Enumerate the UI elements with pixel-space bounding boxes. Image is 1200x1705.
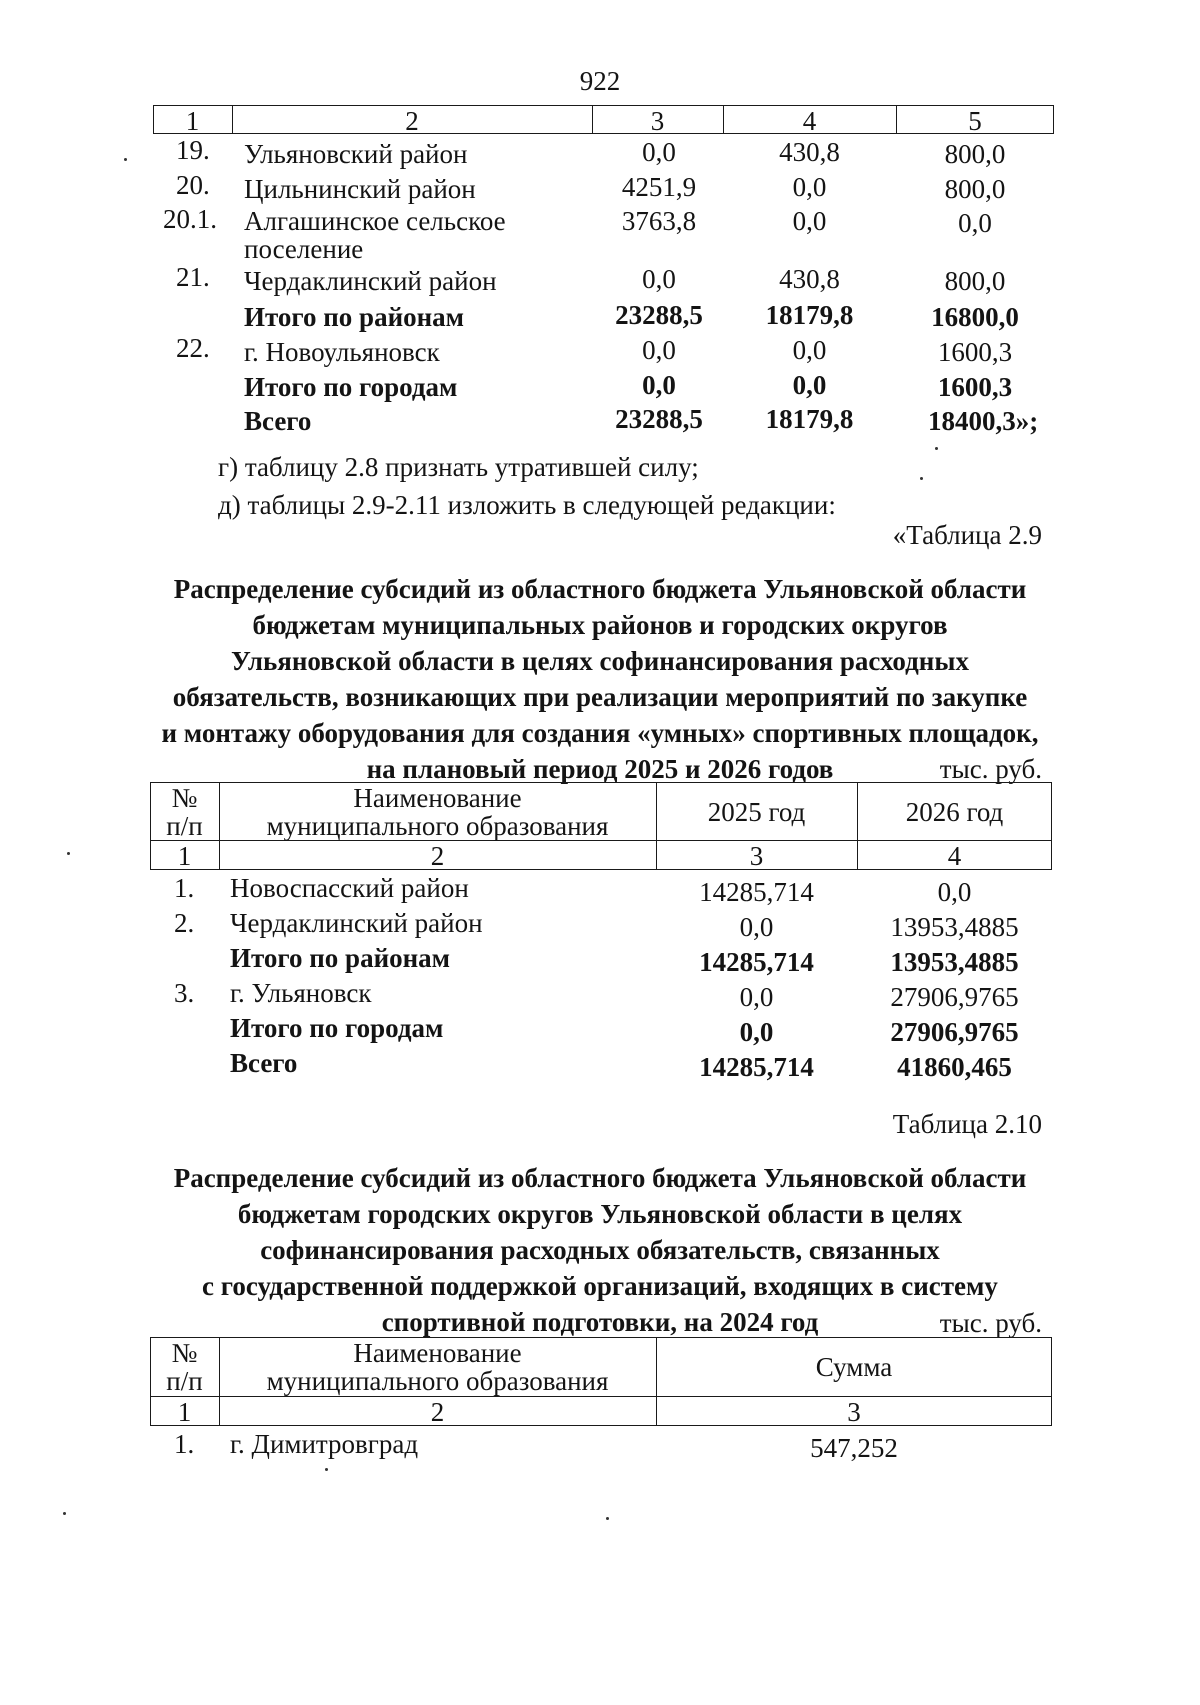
cell-value: 1600,3: [937, 337, 1013, 367]
cell-value: 430,8: [779, 137, 840, 167]
cell-value: 0,0: [937, 877, 972, 907]
row-number: 1.: [174, 873, 195, 903]
cell-value: 18179,8: [765, 404, 854, 434]
row-name: Алгашинское сельское: [244, 206, 506, 236]
page-number: 922: [579, 66, 621, 96]
header-num: п/п: [166, 811, 203, 841]
cell-value: 27906,9765: [890, 1017, 1019, 1047]
paragraph-g: г) таблицу 2.8 признать утратившей силу;: [218, 452, 699, 482]
cell-value: 0,0: [792, 335, 827, 365]
cell-value: 0,0: [739, 982, 774, 1012]
table-2-9-label: «Таблица 2.9: [892, 520, 1042, 550]
header-sum: Сумма: [815, 1352, 893, 1382]
cell-value: 41860,465: [897, 1052, 1012, 1082]
column-index: 5: [968, 106, 982, 136]
cell-value: 23288,5: [615, 300, 703, 330]
cell-value: 800,0: [944, 266, 1006, 296]
column-index: 4: [802, 106, 817, 136]
units-label: тыс. руб.: [939, 754, 1042, 784]
cell-value: 3763,8: [621, 206, 697, 236]
header-name: муниципального образования: [266, 811, 609, 841]
cell-value: 18179,8: [765, 300, 854, 330]
header-num: №: [171, 1338, 198, 1368]
row-name: Итого по районам: [244, 302, 465, 332]
cell-value: 0,0: [958, 208, 992, 238]
units-label: тыс. руб.: [939, 1308, 1042, 1338]
column-index: 2: [430, 1397, 445, 1427]
cell-value: 0,0: [792, 206, 827, 236]
row-number: 21.: [176, 262, 210, 292]
cell-value: 0,0: [739, 1017, 774, 1047]
row-number: 1.: [174, 1429, 195, 1459]
row-name: Новоспасский район: [230, 873, 469, 903]
row-number: 20.: [176, 170, 210, 200]
title-line: Ульяновской области в целях софинансирования расходных: [231, 646, 969, 676]
row-name: Цильнинский район: [244, 174, 476, 204]
cell-value: 800,0: [944, 174, 1006, 204]
title-line: и монтажу оборудования для создания «умных» спортивных площадок,: [161, 718, 1039, 748]
header-2025: 2025 год: [707, 797, 806, 827]
row-number: 20.1.: [163, 204, 217, 234]
row-number: 19.: [176, 135, 210, 165]
header-num: п/п: [166, 1366, 203, 1396]
row-name: Всего: [230, 1048, 298, 1078]
header-name: Наименование: [353, 783, 522, 813]
total-value: 18400,3»;: [928, 406, 1039, 436]
cell-value: 1600,3: [937, 372, 1013, 402]
row-name-continued: поселение: [244, 234, 364, 264]
row-number: 2.: [174, 908, 195, 938]
cell-value: 0,0: [792, 370, 827, 400]
header-2026: 2026 год: [905, 797, 1004, 827]
header-name: муниципального образования: [266, 1366, 609, 1396]
cell-value: [928, 406, 1038, 437]
title-line: обязательств, возникающих при реализации мероприятий по закупке: [172, 682, 1028, 712]
column-index: 1: [177, 1397, 192, 1427]
cell-value: 0,0: [642, 137, 676, 167]
row-name: Итого по городам: [230, 1013, 444, 1043]
cell-value: 16800,0: [931, 302, 1019, 332]
column-index: 4: [947, 841, 962, 871]
cell-value: 0,0: [642, 264, 676, 294]
title-line: спортивной подготовки, на 2024 год: [381, 1307, 819, 1337]
title-line: бюджетам городских округов Ульяновской области в целях: [237, 1199, 963, 1229]
row-name: Итого по городам: [244, 372, 458, 402]
cell-value: 0,0: [642, 370, 676, 400]
title-line: Распределение субсидий из областного бюджета Ульяновской области: [173, 1163, 1027, 1193]
cell-value: 23288,5: [615, 404, 703, 434]
cell-value: 0,0: [642, 335, 676, 365]
cell-value: 0,0: [739, 912, 774, 942]
title-line: на плановый период 2025 и 2026 годов: [366, 754, 834, 784]
cell-value: 547,252: [810, 1433, 898, 1463]
row-name: Всего: [244, 406, 312, 436]
column-index: 1: [177, 841, 192, 871]
cell-value: 13953,4885: [890, 947, 1019, 977]
row-name: г. Димитровград: [230, 1429, 419, 1459]
cell-value: 14285,714: [699, 947, 814, 977]
row-name: г. Ульяновск: [230, 978, 372, 1008]
cell-value: 4251,9: [621, 172, 697, 202]
cell-value: 0,0: [792, 172, 827, 202]
header-num: №: [171, 783, 198, 813]
column-index: 3: [749, 841, 764, 871]
column-index: 3: [847, 1397, 861, 1427]
table-2-10-label: Таблица 2.10: [892, 1109, 1042, 1139]
cell-value: 13953,4885: [890, 912, 1019, 942]
cell-value: 14285,714: [699, 877, 814, 907]
cell-value: 14285,714: [699, 1052, 814, 1082]
row-name: Итого по районам: [230, 943, 451, 973]
paragraph-d: д) таблицы 2.9-2.11 изложить в следующей редакции:: [218, 490, 836, 520]
row-number: 22.: [176, 333, 210, 363]
cell-value: 27906,9765: [890, 982, 1019, 1012]
header-name: Наименование: [353, 1338, 522, 1368]
row-number: 3.: [174, 978, 195, 1008]
row-name: Чердаклинский район: [244, 266, 497, 296]
column-index: 2: [405, 106, 419, 136]
row-name: г. Новоульяновск: [244, 337, 440, 367]
row-name: Чердаклинский район: [230, 908, 483, 938]
title-line: бюджетам муниципальных районов и городских округов: [252, 610, 948, 640]
cell-value: 430,8: [779, 264, 840, 294]
column-index: 3: [650, 106, 665, 136]
column-index: 2: [430, 841, 445, 871]
title-line: с государственной поддержкой организаций, входящих в систему: [202, 1271, 998, 1301]
row-name: Ульяновский район: [244, 139, 468, 169]
column-index: 1: [185, 106, 200, 136]
title-line: Распределение субсидий из областного бюджета Ульяновской области: [173, 574, 1027, 604]
cell-value: 800,0: [944, 139, 1006, 169]
title-line: софинансирования расходных обязательств, связанных: [260, 1235, 940, 1265]
